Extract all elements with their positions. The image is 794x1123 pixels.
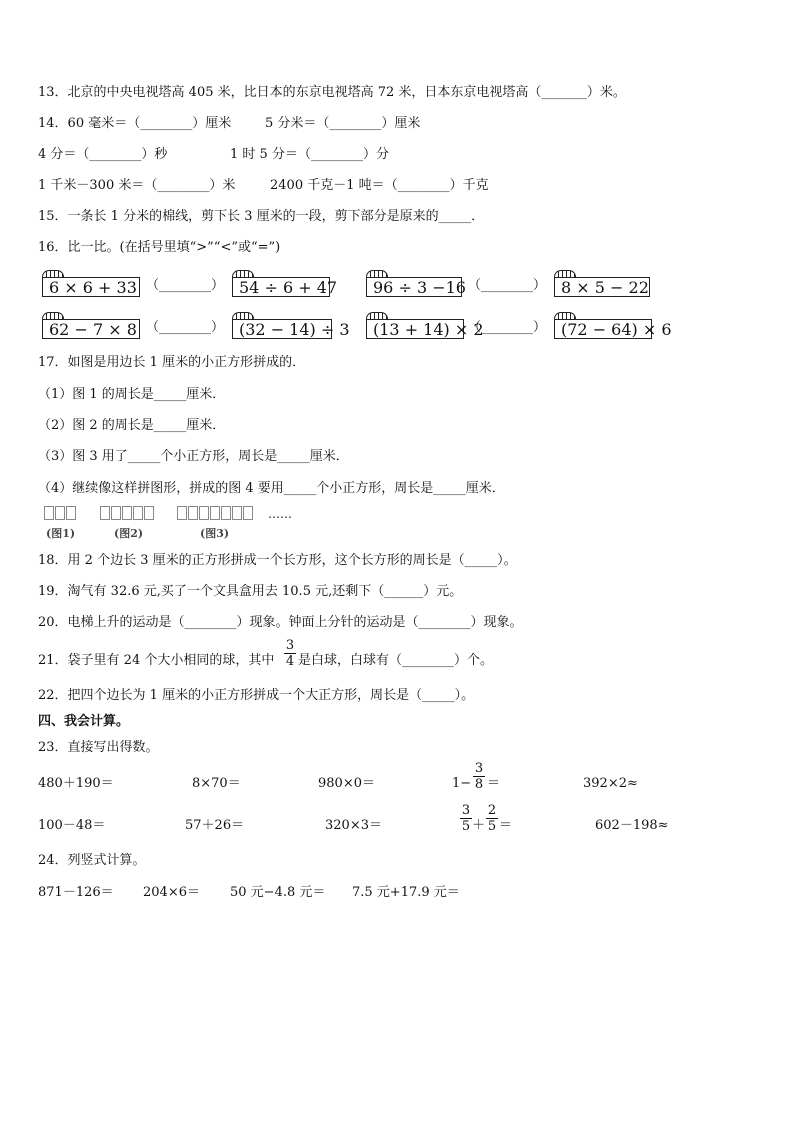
- bread-icon: [42, 312, 64, 319]
- bread-icon: [232, 270, 254, 277]
- expr-box: 8 × 5 − 22: [554, 277, 650, 297]
- vertical-calc-item: 7.5 元+17.9 元＝: [352, 885, 460, 900]
- bread-icon: [554, 312, 576, 319]
- question-17-4: （4）继续像这样拼图形，拼成的图 4 要用_____个小正方形，周长是_____厘米．: [38, 481, 505, 496]
- unit-square: [100, 506, 110, 520]
- answer-blank: （________）: [146, 320, 225, 335]
- question-16-title: 16．比一比。(在括号里填“>”“<”或“=”): [38, 240, 281, 255]
- bread-icon: [366, 312, 388, 319]
- question-22: 22．把四个边长为 1 厘米的小正方形拼成一个大正方形，周长是（_____）。: [38, 688, 475, 703]
- calc-fraction-prefix: 1−: [452, 776, 472, 791]
- vertical-calc-item: 50 元−4.8 元＝: [230, 885, 326, 900]
- fraction-3-8: [473, 761, 485, 792]
- calc-item: 980×0＝: [318, 776, 375, 791]
- expr-box: (72 − 64) × 6: [554, 319, 652, 339]
- question-14-b: 5 分米＝（________）厘米: [265, 116, 421, 131]
- question-21-prefix: 21．袋子里有 24 个大小相同的球，其中: [38, 653, 275, 668]
- calc-item: 392×2≈: [583, 776, 638, 791]
- unit-square: [55, 506, 65, 520]
- question-17-title: 17．如图是用边长 1 厘米的小正方形拼成的．: [38, 355, 306, 370]
- answer-blank: （________）: [146, 278, 225, 293]
- fraction-2-5: [486, 803, 498, 834]
- fraction-3-4: [284, 638, 296, 669]
- numerator: 3: [285, 638, 295, 653]
- unit-square: [243, 506, 253, 520]
- figure-3-label: (图3): [200, 527, 230, 540]
- question-17-3: （3）图 3 用了_____个小正方形，周长是_____厘米．: [38, 449, 349, 464]
- question-13: 13．北京的中央电视塔高 405 米，比日本的东京电视塔高 72 米，日本东京电视塔高（_______）米。: [38, 85, 626, 100]
- fraction-3-5: [460, 803, 472, 834]
- unit-square: [199, 506, 209, 520]
- vertical-calc-item: 871－126＝: [38, 885, 114, 900]
- bread-icon: [554, 270, 576, 277]
- unit-square: [232, 506, 242, 520]
- expr-box: 54 ÷ 6 + 47: [232, 277, 330, 297]
- calc-item: 320×3＝: [325, 818, 382, 833]
- calc-plus: ＋: [472, 818, 486, 833]
- numerator: 2: [487, 803, 497, 818]
- unit-square: [44, 506, 54, 520]
- section-4-heading: 四、我会计算。: [38, 714, 130, 729]
- denominator: 8: [474, 777, 484, 792]
- answer-blank: （________）: [468, 320, 547, 335]
- numerator: 3: [474, 761, 484, 776]
- numerator: 3: [461, 803, 471, 818]
- denominator: 4: [285, 654, 295, 669]
- question-14-title: 14．60 毫米＝（________）厘米: [38, 116, 232, 131]
- unit-square: [188, 506, 198, 520]
- question-23-title: 23．直接写出得数。: [38, 740, 159, 755]
- question-24-title: 24．列竖式计算。: [38, 853, 146, 868]
- expr-box: 62 − 7 × 8: [42, 319, 140, 339]
- figure-2-label: (图2): [114, 527, 144, 540]
- expr-box: (13 + 14) × 2: [366, 319, 464, 339]
- calc-item: 602－198≈: [595, 818, 669, 833]
- vertical-calc-item: 204×6＝: [143, 885, 200, 900]
- bread-icon: [366, 270, 388, 277]
- unit-square: [144, 506, 154, 520]
- question-19: 19．淘气有 32.6 元,买了一个文具盒用去 10.5 元,还剩下（______）元。: [38, 584, 463, 599]
- question-21-suffix: 是白球，白球有（________）个。: [298, 653, 494, 668]
- question-14-c: 4 分＝（________）秒: [38, 147, 168, 162]
- question-17-2: （2）图 2 的周长是_____厘米．: [38, 418, 226, 433]
- calc-item: 480＋190＝: [38, 776, 114, 791]
- expr-box: 96 ÷ 3 −16: [366, 277, 462, 297]
- question-17-1: （1）图 1 的周长是_____厘米．: [38, 387, 226, 402]
- unit-square: [210, 506, 220, 520]
- unit-square: [122, 506, 132, 520]
- expr-box: (32 − 14) ÷ 3: [232, 319, 332, 339]
- unit-square: [177, 506, 187, 520]
- denominator: 5: [461, 819, 471, 834]
- calc-item: 8×70＝: [192, 776, 241, 791]
- unit-square: [133, 506, 143, 520]
- question-14-f: 2400 千克－1 吨＝（________）千克: [270, 178, 489, 193]
- calc-item: 100－48＝: [38, 818, 106, 833]
- question-20: 20．电梯上升的运动是（________）现象。钟面上分针的运动是（________）现象。: [38, 615, 523, 630]
- question-18: 18．用 2 个边长 3 厘米的正方形拼成一个长方形，这个长方形的周长是（_____）。: [38, 553, 517, 568]
- bread-icon: [232, 312, 254, 319]
- calc-equals: ＝: [499, 818, 513, 833]
- unit-square: [66, 506, 76, 520]
- calc-item: 57＋26＝: [185, 818, 245, 833]
- answer-blank: （________）: [468, 278, 547, 293]
- denominator: 5: [487, 819, 497, 834]
- figure-1-label: (图1): [46, 527, 76, 540]
- expr-box: 6 × 6 + 33: [42, 277, 140, 297]
- question-14-e: 1 千米－300 米＝（________）米: [38, 178, 236, 193]
- calc-equals: ＝: [487, 776, 501, 791]
- question-14-d: 1 时 5 分＝（________）分: [230, 147, 389, 162]
- question-15: 15．一条长 1 分米的棉线，剪下长 3 厘米的一段，剪下部分是原来的_____．: [38, 209, 485, 224]
- bread-icon: [42, 270, 64, 277]
- ellipsis: ……: [268, 507, 292, 521]
- unit-square: [221, 506, 231, 520]
- unit-square: [111, 506, 121, 520]
